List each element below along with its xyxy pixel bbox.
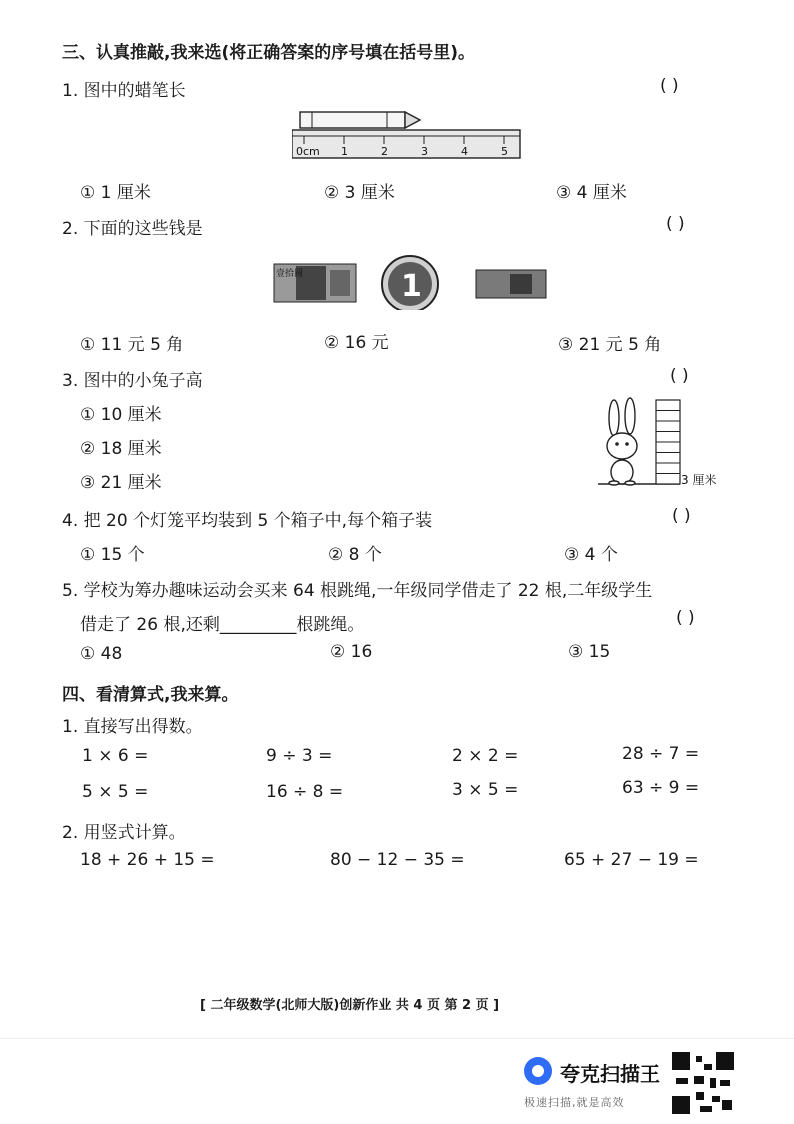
question-3: 3. 图中的小兔子高 [62, 371, 203, 391]
section3-title: 三、认真推敲,我来选(将正确答案的序号填在括号里)。 [62, 43, 475, 63]
brand-name: 夸克扫描王 [560, 1062, 660, 1086]
coin-value: 1 [401, 269, 422, 304]
q2-option-2[interactable]: ② 16 元 [324, 333, 389, 353]
q4-option-3[interactable]: ③ 4 个 [564, 545, 618, 565]
q3-option-2[interactable]: ② 18 厘米 [80, 439, 162, 459]
brand-slogan: 极速扫描,就是高效 [524, 1096, 625, 1109]
ruler-icon [292, 130, 520, 158]
coin-icon [382, 256, 438, 310]
q5-option-1[interactable]: ① 48 [80, 644, 123, 664]
page-footer: [ 二年级数学(北师大版)创新作业 共 4 页 第 2 页 ] [200, 998, 500, 1013]
rabbit-icon [607, 398, 637, 485]
qr-code-icon [672, 1052, 734, 1114]
equation: 3 × 5 = [452, 780, 519, 800]
crayon-ruler-figure [292, 106, 522, 162]
equation: 28 ÷ 7 = [622, 744, 700, 764]
equation: 2 × 2 = [452, 746, 519, 766]
banknote-icon [274, 264, 356, 302]
ruler-tick-label: 5 [501, 145, 508, 158]
svg-text:壹拾圆: 壹拾圆 [276, 269, 304, 279]
answer-paren-3[interactable]: ( ) [670, 366, 689, 386]
section4-sub-1: 1. 直接写出得数。 [62, 717, 203, 737]
q1-option-2[interactable]: ② 3 厘米 [324, 183, 395, 203]
q2-option-1[interactable]: ① 11 元 5 角 [80, 335, 184, 355]
answer-paren-2[interactable]: ( ) [666, 214, 685, 234]
crayon-icon [300, 112, 420, 128]
q2-option-3[interactable]: ③ 21 元 5 角 [558, 335, 662, 355]
answer-paren-1[interactable]: ( ) [660, 76, 679, 96]
section4-title: 四、看清算式,我来算。 [62, 685, 239, 705]
ruler-tick-label: 4 [461, 145, 468, 158]
ruler-tick-label: 1 [341, 145, 348, 158]
q4-option-2[interactable]: ② 8 个 [328, 545, 382, 565]
answer-paren-5[interactable]: ( ) [676, 608, 695, 628]
q4-option-1[interactable]: ① 15 个 [80, 545, 145, 565]
ruler-unit-label: 0cm [296, 145, 320, 158]
question-4: 4. 把 20 个灯笼平均装到 5 个箱子中,每个箱子装 [62, 511, 433, 531]
quark-logo-icon [524, 1057, 552, 1085]
vertical-calc: 18 + 26 + 15 = [80, 850, 215, 870]
equation: 63 ÷ 9 = [622, 778, 700, 798]
equation: 9 ÷ 3 = [266, 746, 333, 766]
ruler-tick-label: 3 [421, 145, 428, 158]
equation: 5 × 5 = [82, 782, 149, 802]
section4-sub-2: 2. 用竖式计算。 [62, 823, 186, 843]
q5-option-3[interactable]: ③ 15 [568, 642, 611, 662]
q5-option-2[interactable]: ② 16 [330, 642, 373, 662]
vertical-calc: 80 − 12 − 35 = [330, 850, 465, 870]
ruler-tick-label: 2 [381, 145, 388, 158]
q1-option-3[interactable]: ③ 4 厘米 [556, 183, 627, 203]
banknote-small-icon [476, 270, 546, 298]
equation: 16 ÷ 8 = [266, 782, 344, 802]
question-1: 1. 图中的蜡笔长 [62, 81, 186, 101]
vertical-calc: 65 + 27 − 19 = [564, 850, 699, 870]
money-figure [270, 254, 550, 310]
question-2: 2. 下面的这些钱是 [62, 219, 203, 239]
block-height-label: 3 厘米 [681, 473, 717, 487]
question-5-line-2: 借走了 26 根,还剩_________根跳绳。 [80, 615, 365, 635]
question-5-line-1: 5. 学校为筹办趣味运动会买来 64 根跳绳,一年级同学借走了 22 根,二年级学生 [62, 581, 653, 601]
rabbit-figure [596, 396, 736, 490]
equation: 1 × 6 = [82, 746, 149, 766]
q3-option-3[interactable]: ③ 21 厘米 [80, 473, 162, 493]
q1-option-1[interactable]: ① 1 厘米 [80, 183, 151, 203]
answer-paren-4[interactable]: ( ) [672, 506, 691, 526]
q3-option-1[interactable]: ① 10 厘米 [80, 405, 162, 425]
